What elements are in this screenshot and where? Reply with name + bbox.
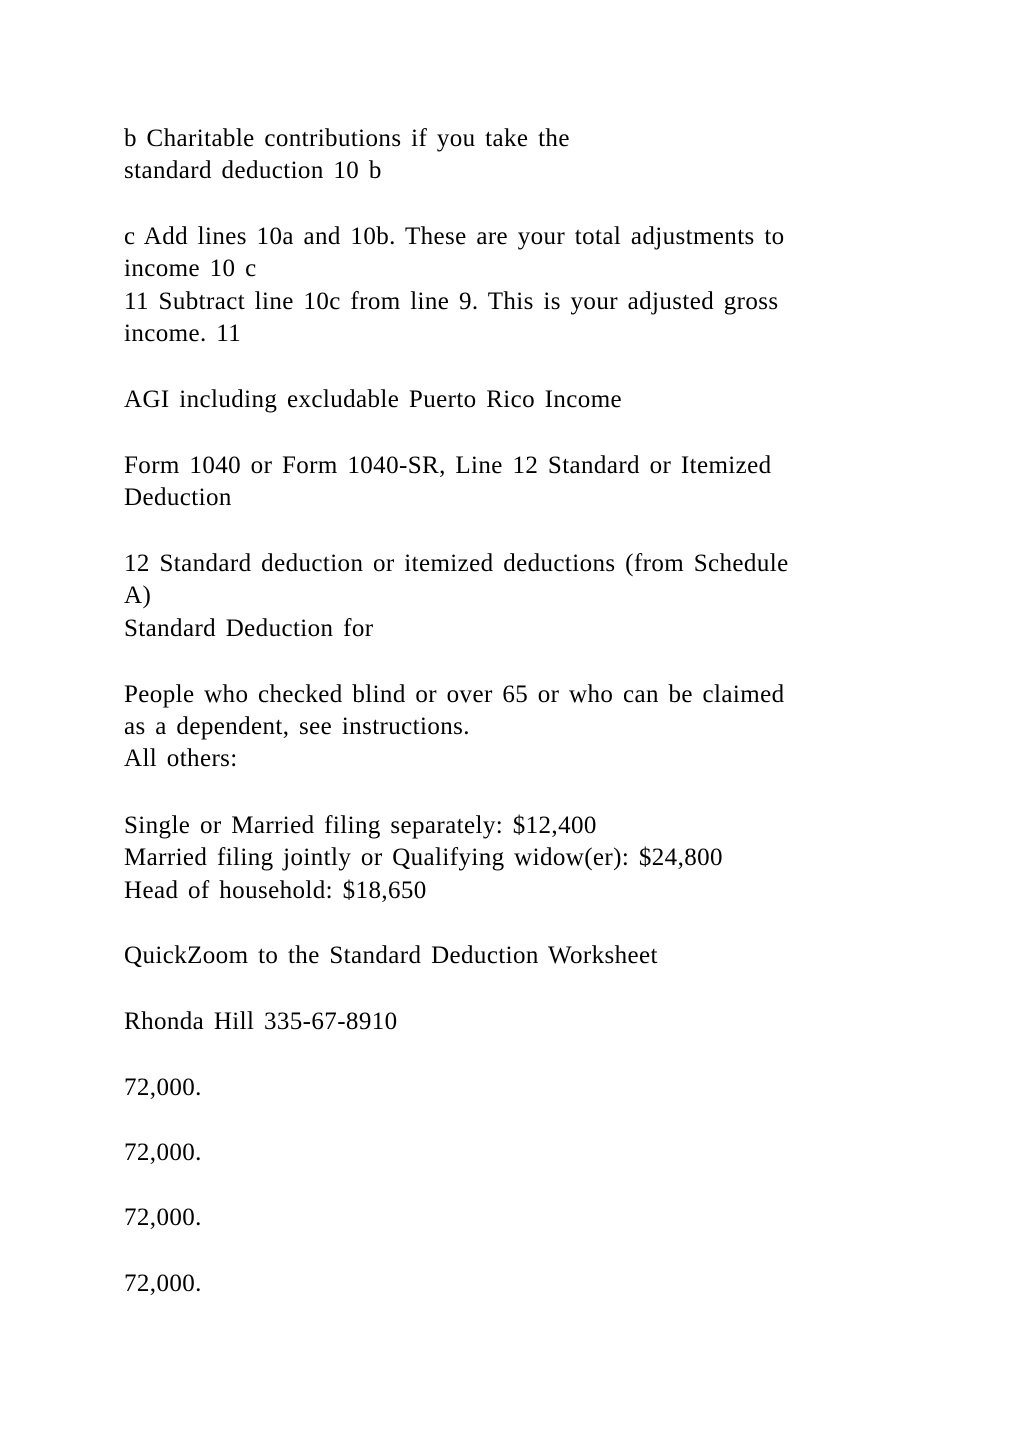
text-line: QuickZoom to the Standard Deduction Worksheet bbox=[124, 942, 658, 969]
text-line: Head of household: $18,650 bbox=[124, 877, 427, 904]
text-line: income 10 c bbox=[124, 255, 257, 282]
text-line: Standard Deduction for bbox=[124, 615, 374, 642]
text-line: 72,000. bbox=[124, 1204, 202, 1231]
text-line: 12 Standard deduction or itemized deductions (from Schedule bbox=[124, 550, 789, 577]
text-line: People who checked blind or over 65 or who can be claimed bbox=[124, 681, 785, 708]
text-line: as a dependent, see instructions. bbox=[124, 713, 470, 740]
text-line: Rhonda Hill 335-67-8910 bbox=[124, 1008, 398, 1035]
text-line: 72,000. bbox=[124, 1270, 202, 1297]
text-line: b Charitable contributions if you take the bbox=[124, 125, 570, 152]
text-line: Single or Married filing separately: $12,400 bbox=[124, 812, 597, 839]
text-line: 11 Subtract line 10c from line 9. This is your adjusted gross bbox=[124, 288, 779, 315]
text-line: income. 11 bbox=[124, 320, 242, 347]
text-line: c Add lines 10a and 10b. These are your total adjustments to bbox=[124, 223, 785, 250]
text-line: All others: bbox=[124, 745, 238, 772]
text-line: standard deduction 10 b bbox=[124, 157, 382, 184]
text-line: A) bbox=[124, 582, 152, 609]
text-line: Form 1040 or Form 1040-SR, Line 12 Standard or Itemized bbox=[124, 452, 772, 479]
text-line: Married filing jointly or Qualifying widow(er): $24,800 bbox=[124, 844, 723, 871]
text-line: 72,000. bbox=[124, 1139, 202, 1166]
text-line: AGI including excludable Puerto Rico Income bbox=[124, 386, 623, 413]
text-line: Deduction bbox=[124, 484, 232, 511]
text-line: 72,000. bbox=[124, 1074, 202, 1101]
